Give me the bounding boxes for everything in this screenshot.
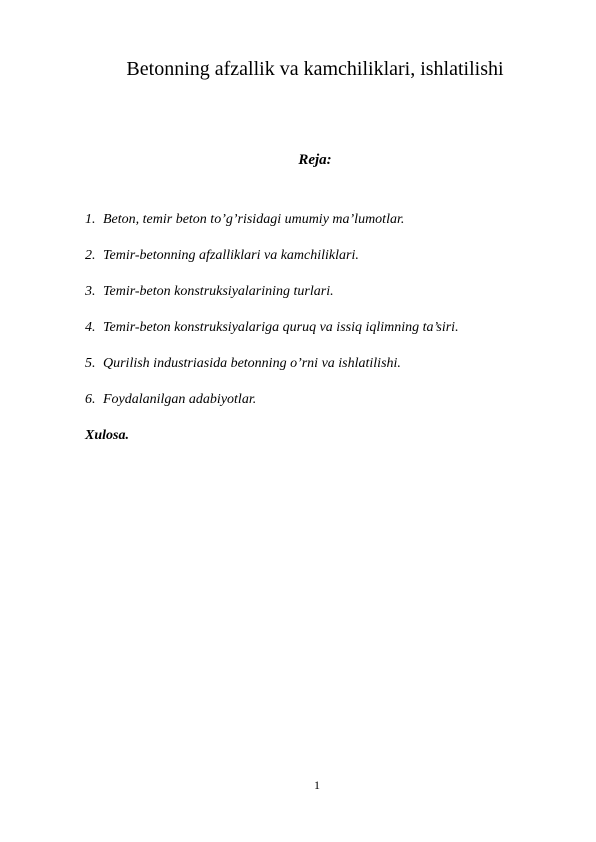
plan-item-text: Temir-betonning afzalliklari va kamchiliklari. [103,248,359,263]
plan-item-text: Temir-beton konstruksiyalarining turlari. [103,284,334,299]
conclusion-heading: Xulosa. [85,428,129,443]
plan-item [85,355,459,391]
plan-heading: Reja: [298,152,332,168]
plan-item-text: Qurilish industriasida betonning o’rni va ishlatilishi. [103,356,401,371]
plan-item-text: Beton, temir beton to’g’risidagi umumiy ma’lumotlar. [103,212,405,227]
plan-item-text: Foydalanilgan adabiyotlar. [103,392,257,407]
plan-item-number: 6. [85,392,96,407]
plan-item-number: 5. [85,356,96,371]
plan-item [85,391,459,427]
plan-item [85,211,459,247]
document-title: Betonning afzallik va kamchiliklari, ishlatilishi [126,58,504,80]
plan-item-number: 2. [85,248,96,263]
plan-item [85,283,459,319]
plan-item [85,319,459,355]
plan-item [85,247,459,283]
plan-item-number: 4. [85,320,96,335]
page-number: 1 [314,778,320,792]
plan-item-text: Temir-beton konstruksiyalariga quruq va issiq iqlimning ta’siri. [103,320,459,335]
plan-list [85,211,459,427]
plan-item-number: 3. [85,284,96,299]
plan-item-number: 1. [85,212,96,227]
